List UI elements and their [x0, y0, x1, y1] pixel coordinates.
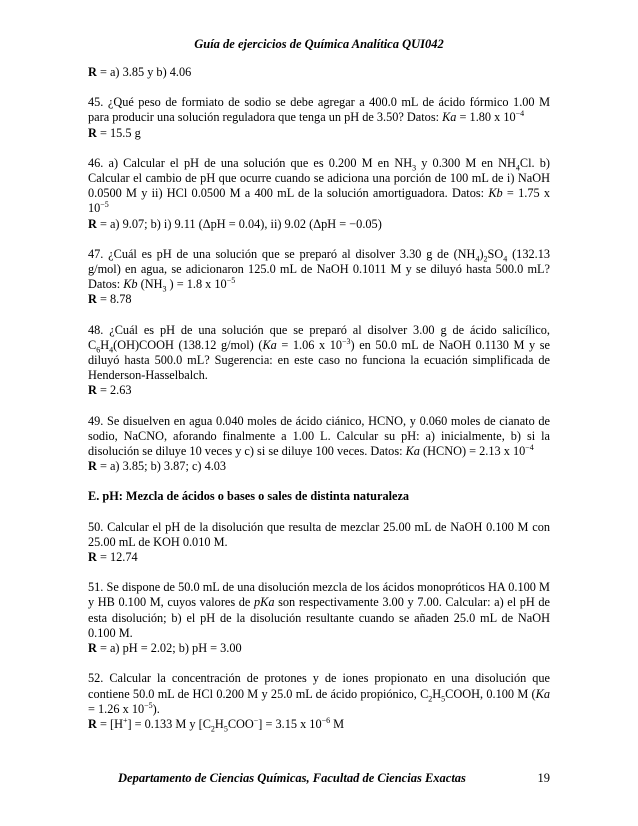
- page-header: Guía de ejercicios de Química Analítica QUI042: [194, 37, 444, 51]
- answer-label: R: [88, 459, 97, 474]
- exercise-statement: 50. Calcular el pH de la disolución que resulta de mezclar 25.00 mL de NaOH 0.100 M con 25.00 mL de KOH 0.010 M.: [88, 519, 550, 549]
- answer-label: R: [88, 383, 97, 398]
- exercise-statement: 47. ¿Cuál es pH de una solución que se preparó al disolver 3.30 g de $(NH_4)_2SO_4$ (132.13 g/mol) en agua, se adicionaron 125.0 mL de NaOH 0.1011 M y se diluyó hasta 500.0 mL? Datos: Kb ($NH_3$ ) = 1.8 x $10^{-5}$: [88, 246, 550, 294]
- exercise-47: [88, 247, 550, 308]
- answer-text: = 8.78: [96, 292, 132, 307]
- exercise-48: [88, 323, 550, 399]
- answer-text: = a) 3.85 y b) 4.06: [96, 65, 192, 79]
- answer-label: R: [88, 125, 97, 140]
- answer-label: R: [88, 716, 97, 731]
- exercise-50: [88, 520, 550, 566]
- section-heading: E. pH: Mezcla de ácidos o bases o sales de distinta naturaleza: [88, 489, 410, 504]
- answer-label: R: [88, 216, 97, 231]
- exercise-51: [88, 580, 550, 656]
- exercise-statement: 49. Se disuelven en agua 0.040 moles de ácido ciánico, HCNO, y 0.060 moles de cianato de sodio, NaCNO, aforando finalmente a 1.00 L. Calcular su pH: a) inicialmente, b) si la disolución se diluye 10 veces y c) si se diluye 100 veces. Datos: Ka (HCNO) = 2.13 x $10^{-4}$: [88, 413, 550, 459]
- exercise-49: [88, 414, 550, 475]
- answer-text: = a) pH = 2.02; b) pH = 3.00: [96, 641, 242, 656]
- answer-text: = 2.63: [96, 383, 132, 398]
- answer-label: R: [88, 292, 97, 307]
- answer-label: R: [88, 641, 97, 656]
- answer-line: [88, 65, 550, 80]
- answer-text: = 15.5 g: [96, 125, 141, 140]
- answer-text: = a) 3.85; b) 3.87; c) 4.03: [96, 459, 227, 474]
- footer-department: Departamento de Ciencias Químicas, Facultad de Ciencias Exactas: [118, 771, 466, 785]
- exercise-statement: 48. ¿Cuál es pH de una solución que se preparó al disolver 3.00 g de ácido salicílico, $C_6H_4(OH)COOH$ (138.12 g/mol) (Ka = 1.06 x $10^{-3}$) en 50.0 mL de NaOH 0.1130 M y se diluyó hasta 500.0 mL? Sugerencia: en este caso no funciona la ecuación simplificada de Henderson-Hasselbalch.: [88, 322, 550, 383]
- page-number: 19: [537, 771, 550, 785]
- exercise-statement: 46. a) Calcular el pH de una solución que es 0.200 M en $NH_3$ y 0.300 M en $NH_4Cl$. b) Calcular el cambio de pH que ocurre cuando se adiciona una porción de 100 mL de i) NaOH 0.0500 M y ii) HCl 0.0500 M a 400 mL de la solución amortiguadora. Datos: Kb = 1.75 x $10^{-5}$: [88, 155, 551, 216]
- answer-text: = a) 9.07; b) i) 9.11 (ΔpH = 0.04), ii) 9.02 (ΔpH = −0.05): [96, 216, 382, 231]
- exercise-46: [88, 156, 550, 232]
- answer-label: R: [88, 550, 97, 565]
- answer-text: = 12.74: [96, 550, 138, 565]
- exercise-52: [88, 671, 550, 732]
- answer-label: R: [88, 65, 97, 79]
- exercise-statement: 52. Calcular la concentración de protones y de iones propionato en una disolución que contiene 50.0 mL de HCl 0.200 M y 25.0 mL de ácido propiónico, $C_2H_5COOH$, 0.100 M (Ka = 1.26 x $10^{-5}$).: [88, 671, 550, 716]
- exercise-statement: 45. ¿Qué peso de formiato de sodio se debe agregar a 400.0 mL de ácido fórmico 1.00 M para producir una solución reguladora que tenga un pH de 3.50? Datos: Ka = 1.80 x $10^{-4}$: [88, 95, 550, 125]
- exercise-statement: 51. Se dispone de 50.0 mL de una disolución mezcla de los ácidos monopróticos HA 0.100 M y HB 0.100 M, cuyos valores de pKa son respectivamente 3.00 y 7.00. Calcular: a) el pH de esta disolución; b) el pH de la disolución resultante cuando se añaden 25.0 mL de NaOH 0.100 M.: [88, 580, 551, 640]
- answer-text: = [H+] = 0.133 M y $[C_2H_5COO^-] = 3.15$ x $10^{-6}$ M: [96, 715, 345, 734]
- exercise-45: [88, 95, 550, 141]
- page-content: [88, 65, 550, 747]
